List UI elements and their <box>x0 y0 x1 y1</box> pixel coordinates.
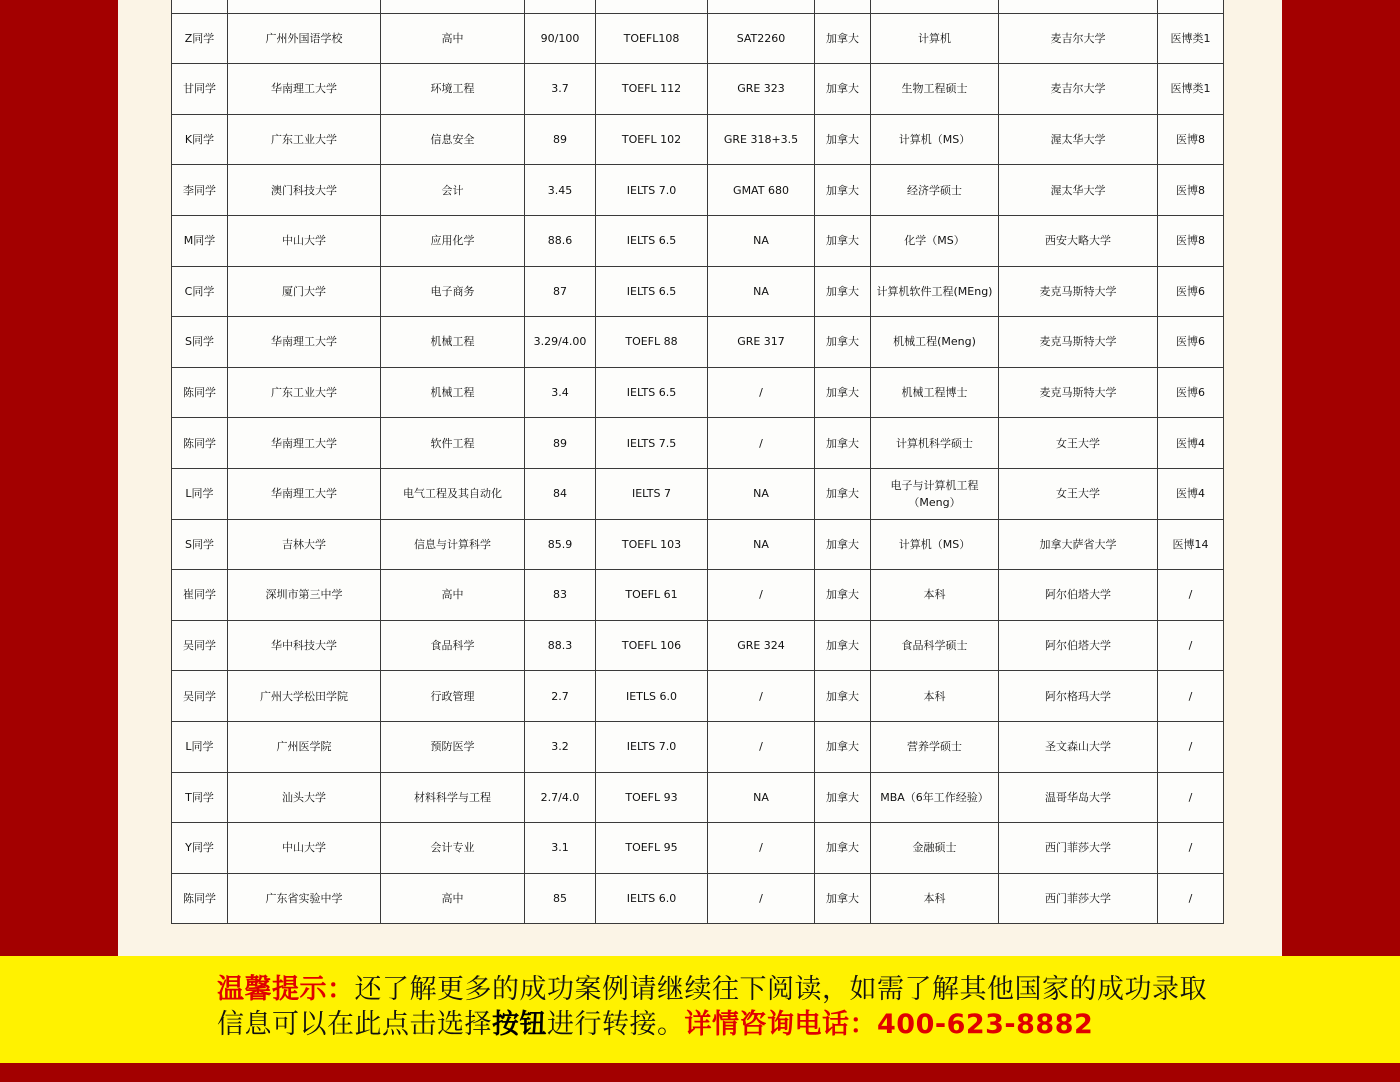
cell-scholarship: / <box>1158 570 1224 621</box>
cell-gpa: 84 <box>525 468 596 519</box>
cell-major: 机械工程 <box>381 367 525 418</box>
cell-test-score: NA <box>708 215 815 266</box>
cell-language-score: TOEFL 88 <box>596 317 708 368</box>
cell-major: 电子商务 <box>381 266 525 317</box>
cell-student: 陈同学 <box>172 873 228 924</box>
cell-gpa: 90/100 <box>525 13 596 64</box>
cell-school: 华南理工大学 <box>228 317 381 368</box>
cell-country: 加拿大 <box>815 570 871 621</box>
table-row <box>172 823 1224 874</box>
cell-gpa: 2.7/4.0 <box>525 772 596 823</box>
notice-label: 温馨提示： <box>217 974 355 1005</box>
table-body <box>172 0 1224 924</box>
cell-country: 加拿大 <box>815 873 871 924</box>
cell-gpa: 3.1 <box>525 823 596 874</box>
cell-gpa: 83 <box>525 570 596 621</box>
cell-test-score: GMAT 680 <box>708 165 815 216</box>
cell-scholarship: 医博4 <box>1158 468 1224 519</box>
cell-test-score <box>708 0 815 13</box>
cell-university: 麦克马斯特大学 <box>999 367 1158 418</box>
cell-country: 加拿大 <box>815 620 871 671</box>
cell-student: 陈同学 <box>172 418 228 469</box>
cell-program: MBA（6年工作经验） <box>871 772 999 823</box>
cell-language-score: IELTS 6.5 <box>596 266 708 317</box>
cell-scholarship: 医博4 <box>1158 418 1224 469</box>
cell-university: 温哥华岛大学 <box>999 772 1158 823</box>
cell-university: 女王大学 <box>999 468 1158 519</box>
cell-test-score: / <box>708 823 815 874</box>
cell-program: 本科 <box>871 671 999 722</box>
cell-language-score: IETLS 6.0 <box>596 671 708 722</box>
cell-country: 加拿大 <box>815 64 871 115</box>
cell-major <box>381 0 525 13</box>
cell-program: 计算机（MS） <box>871 114 999 165</box>
cell-major: 高中 <box>381 570 525 621</box>
table-row <box>172 721 1224 772</box>
cell-country: 加拿大 <box>815 721 871 772</box>
cell-scholarship: / <box>1158 721 1224 772</box>
cell-program: 计算机 <box>871 13 999 64</box>
cell-gpa: 88.3 <box>525 620 596 671</box>
cell-school: 澳门科技大学 <box>228 165 381 216</box>
cell-scholarship: / <box>1158 671 1224 722</box>
cell-gpa: 3.29/4.00 <box>525 317 596 368</box>
cell-major: 信息安全 <box>381 114 525 165</box>
cell-major: 应用化学 <box>381 215 525 266</box>
cell-program: 营养学硕士 <box>871 721 999 772</box>
cell-test-score: / <box>708 418 815 469</box>
cell-program: 机械工程博士 <box>871 367 999 418</box>
cell-university: 圣文森山大学 <box>999 721 1158 772</box>
cell-school: 华南理工大学 <box>228 64 381 115</box>
cell-country: 加拿大 <box>815 671 871 722</box>
cell-school: 吉林大学 <box>228 519 381 570</box>
cell-scholarship: 医博8 <box>1158 165 1224 216</box>
cell-major: 电气工程及其自动化 <box>381 468 525 519</box>
cell-country: 加拿大 <box>815 114 871 165</box>
cell-university: 女王大学 <box>999 418 1158 469</box>
cell-language-score: IELTS 7.0 <box>596 721 708 772</box>
cell-student: S同学 <box>172 317 228 368</box>
cell-test-score: / <box>708 721 815 772</box>
cell-language-score: TOEFL 112 <box>596 64 708 115</box>
cell-test-score: GRE 324 <box>708 620 815 671</box>
cell-country: 加拿大 <box>815 367 871 418</box>
table-row <box>172 772 1224 823</box>
cell-student: Z同学 <box>172 13 228 64</box>
table-row <box>172 266 1224 317</box>
cell-gpa: 3.7 <box>525 64 596 115</box>
cell-country: 加拿大 <box>815 13 871 64</box>
cell-program: 本科 <box>871 570 999 621</box>
cell-gpa: 3.4 <box>525 367 596 418</box>
cell-student: L同学 <box>172 721 228 772</box>
cell-school: 华中科技大学 <box>228 620 381 671</box>
cell-gpa: 3.2 <box>525 721 596 772</box>
cell-test-score: GRE 323 <box>708 64 815 115</box>
cell-gpa: 3.45 <box>525 165 596 216</box>
bottom-strip <box>0 1063 1400 1082</box>
hotline-label: 详情咨询电话： <box>684 1009 877 1040</box>
cell-country <box>815 0 871 13</box>
cell-gpa <box>525 0 596 13</box>
cell-scholarship: / <box>1158 772 1224 823</box>
cell-scholarship: 医博类1 <box>1158 13 1224 64</box>
cell-student: 崔同学 <box>172 570 228 621</box>
table-row <box>172 367 1224 418</box>
admission-cases-table <box>171 0 1224 924</box>
cell-program: 食品科学硕士 <box>871 620 999 671</box>
cell-country: 加拿大 <box>815 823 871 874</box>
cell-major: 预防医学 <box>381 721 525 772</box>
cell-test-score: / <box>708 873 815 924</box>
cell-university <box>999 0 1158 13</box>
cell-university: 渥太华大学 <box>999 165 1158 216</box>
cell-school: 广东省实验中学 <box>228 873 381 924</box>
cell-student: T同学 <box>172 772 228 823</box>
notice-text <box>217 972 1227 1042</box>
cell-language-score: TOEFL108 <box>596 13 708 64</box>
cell-language-score: TOEFL 95 <box>596 823 708 874</box>
cell-language-score: IELTS 6.0 <box>596 873 708 924</box>
cell-scholarship: 医博14 <box>1158 519 1224 570</box>
cell-language-score: IELTS 7.5 <box>596 418 708 469</box>
cell-school: 广东工业大学 <box>228 367 381 418</box>
table-row <box>172 873 1224 924</box>
cell-test-score: / <box>708 570 815 621</box>
cell-program: 化学（MS） <box>871 215 999 266</box>
cell-student: 吴同学 <box>172 620 228 671</box>
cell-scholarship: 医博6 <box>1158 317 1224 368</box>
cell-country: 加拿大 <box>815 468 871 519</box>
cell-student <box>172 0 228 13</box>
cell-program: 金融硕士 <box>871 823 999 874</box>
cell-student: C同学 <box>172 266 228 317</box>
table-row <box>172 317 1224 368</box>
notice-body: 还了解更多的成功案例请继续往下阅读，如需了解其他国家的成功录取信息可以在此点击选择 <box>217 974 1207 1040</box>
cell-school: 深圳市第三中学 <box>228 570 381 621</box>
cell-university: 麦吉尔大学 <box>999 13 1158 64</box>
cell-major: 行政管理 <box>381 671 525 722</box>
cell-scholarship: / <box>1158 823 1224 874</box>
cell-country: 加拿大 <box>815 772 871 823</box>
cell-school <box>228 0 381 13</box>
table-row <box>172 468 1224 519</box>
cell-university: 阿尔伯塔大学 <box>999 570 1158 621</box>
table-row <box>172 418 1224 469</box>
cell-university: 西安大略大学 <box>999 215 1158 266</box>
cell-student: K同学 <box>172 114 228 165</box>
cell-school: 广州大学松田学院 <box>228 671 381 722</box>
cell-student: Y同学 <box>172 823 228 874</box>
cell-scholarship: 医博8 <box>1158 114 1224 165</box>
cell-program: 本科 <box>871 873 999 924</box>
cell-major: 会计专业 <box>381 823 525 874</box>
cell-program: 计算机软件工程(MEng) <box>871 266 999 317</box>
table-row <box>172 671 1224 722</box>
cell-school: 广州外国语学校 <box>228 13 381 64</box>
cell-gpa: 89 <box>525 114 596 165</box>
cell-country: 加拿大 <box>815 215 871 266</box>
cell-student: 甘同学 <box>172 64 228 115</box>
cell-scholarship: 医博6 <box>1158 367 1224 418</box>
cell-program: 计算机（MS） <box>871 519 999 570</box>
cell-major: 食品科学 <box>381 620 525 671</box>
cell-major: 软件工程 <box>381 418 525 469</box>
cell-school: 广东工业大学 <box>228 114 381 165</box>
cell-major: 高中 <box>381 13 525 64</box>
cell-university: 麦克马斯特大学 <box>999 317 1158 368</box>
cell-scholarship: 医博类1 <box>1158 64 1224 115</box>
cell-major: 信息与计算科学 <box>381 519 525 570</box>
table-row <box>172 570 1224 621</box>
cell-university: 阿尔格玛大学 <box>999 671 1158 722</box>
cell-test-score: NA <box>708 468 815 519</box>
table-row <box>172 620 1224 671</box>
hotline-number[interactable]: 400-623-8882 <box>877 1009 1094 1040</box>
cell-test-score: NA <box>708 772 815 823</box>
cell-gpa: 87 <box>525 266 596 317</box>
cell-university: 渥太华大学 <box>999 114 1158 165</box>
cell-scholarship: / <box>1158 620 1224 671</box>
cell-scholarship <box>1158 0 1224 13</box>
cell-country: 加拿大 <box>815 165 871 216</box>
cell-test-score: NA <box>708 266 815 317</box>
cell-school: 中山大学 <box>228 215 381 266</box>
table-row <box>172 215 1224 266</box>
cell-school: 厦门大学 <box>228 266 381 317</box>
table-row <box>172 519 1224 570</box>
cell-country: 加拿大 <box>815 266 871 317</box>
table-row <box>172 64 1224 115</box>
cell-school: 广州医学院 <box>228 721 381 772</box>
cell-language-score: TOEFL 61 <box>596 570 708 621</box>
cell-university: 麦吉尔大学 <box>999 64 1158 115</box>
notice-banner <box>0 956 1400 1063</box>
cell-major: 材料科学与工程 <box>381 772 525 823</box>
cell-gpa: 89 <box>525 418 596 469</box>
cell-test-score: NA <box>708 519 815 570</box>
cell-scholarship: 医博8 <box>1158 215 1224 266</box>
cell-test-score: GRE 317 <box>708 317 815 368</box>
cell-major: 高中 <box>381 873 525 924</box>
cell-country: 加拿大 <box>815 317 871 368</box>
cell-school: 汕头大学 <box>228 772 381 823</box>
cell-program: 机械工程(Meng) <box>871 317 999 368</box>
cell-student: 陈同学 <box>172 367 228 418</box>
cell-program <box>871 0 999 13</box>
cell-program: 生物工程硕士 <box>871 64 999 115</box>
cell-major: 机械工程 <box>381 317 525 368</box>
cell-language-score: TOEFL 93 <box>596 772 708 823</box>
cell-university: 麦克马斯特大学 <box>999 266 1158 317</box>
table-row <box>172 165 1224 216</box>
cell-program: 计算机科学硕士 <box>871 418 999 469</box>
cell-scholarship: 医博6 <box>1158 266 1224 317</box>
cell-language-score: TOEFL 106 <box>596 620 708 671</box>
table-row <box>172 13 1224 64</box>
cell-student: M同学 <box>172 215 228 266</box>
cell-country: 加拿大 <box>815 519 871 570</box>
cell-university: 加拿大萨省大学 <box>999 519 1158 570</box>
cell-gpa: 2.7 <box>525 671 596 722</box>
cell-language-score <box>596 0 708 13</box>
cell-student: L同学 <box>172 468 228 519</box>
cell-student: 李同学 <box>172 165 228 216</box>
cell-gpa: 85.9 <box>525 519 596 570</box>
cell-language-score: IELTS 6.5 <box>596 215 708 266</box>
cell-test-score: / <box>708 671 815 722</box>
cell-country: 加拿大 <box>815 418 871 469</box>
cell-test-score: / <box>708 367 815 418</box>
cell-university: 西门菲莎大学 <box>999 873 1158 924</box>
table-row <box>172 0 1224 13</box>
cell-scholarship: / <box>1158 873 1224 924</box>
table-row <box>172 114 1224 165</box>
cell-major: 环境工程 <box>381 64 525 115</box>
cell-student: S同学 <box>172 519 228 570</box>
cell-school: 中山大学 <box>228 823 381 874</box>
cell-student: 吴同学 <box>172 671 228 722</box>
cell-test-score: GRE 318+3.5 <box>708 114 815 165</box>
cell-language-score: TOEFL 103 <box>596 519 708 570</box>
cell-language-score: IELTS 6.5 <box>596 367 708 418</box>
cell-test-score: SAT2260 <box>708 13 815 64</box>
cell-university: 西门菲莎大学 <box>999 823 1158 874</box>
cell-language-score: TOEFL 102 <box>596 114 708 165</box>
cell-language-score: IELTS 7 <box>596 468 708 519</box>
cell-gpa: 88.6 <box>525 215 596 266</box>
cell-major: 会计 <box>381 165 525 216</box>
switch-button-word[interactable]: 按钮 <box>492 1009 547 1040</box>
notice-body-end: 进行转接。 <box>547 1009 685 1040</box>
cell-program: 电子与计算机工程（Meng） <box>871 468 999 519</box>
cell-school: 华南理工大学 <box>228 468 381 519</box>
cell-program: 经济学硕士 <box>871 165 999 216</box>
cell-gpa: 85 <box>525 873 596 924</box>
cell-school: 华南理工大学 <box>228 418 381 469</box>
cell-university: 阿尔伯塔大学 <box>999 620 1158 671</box>
cell-language-score: IELTS 7.0 <box>596 165 708 216</box>
